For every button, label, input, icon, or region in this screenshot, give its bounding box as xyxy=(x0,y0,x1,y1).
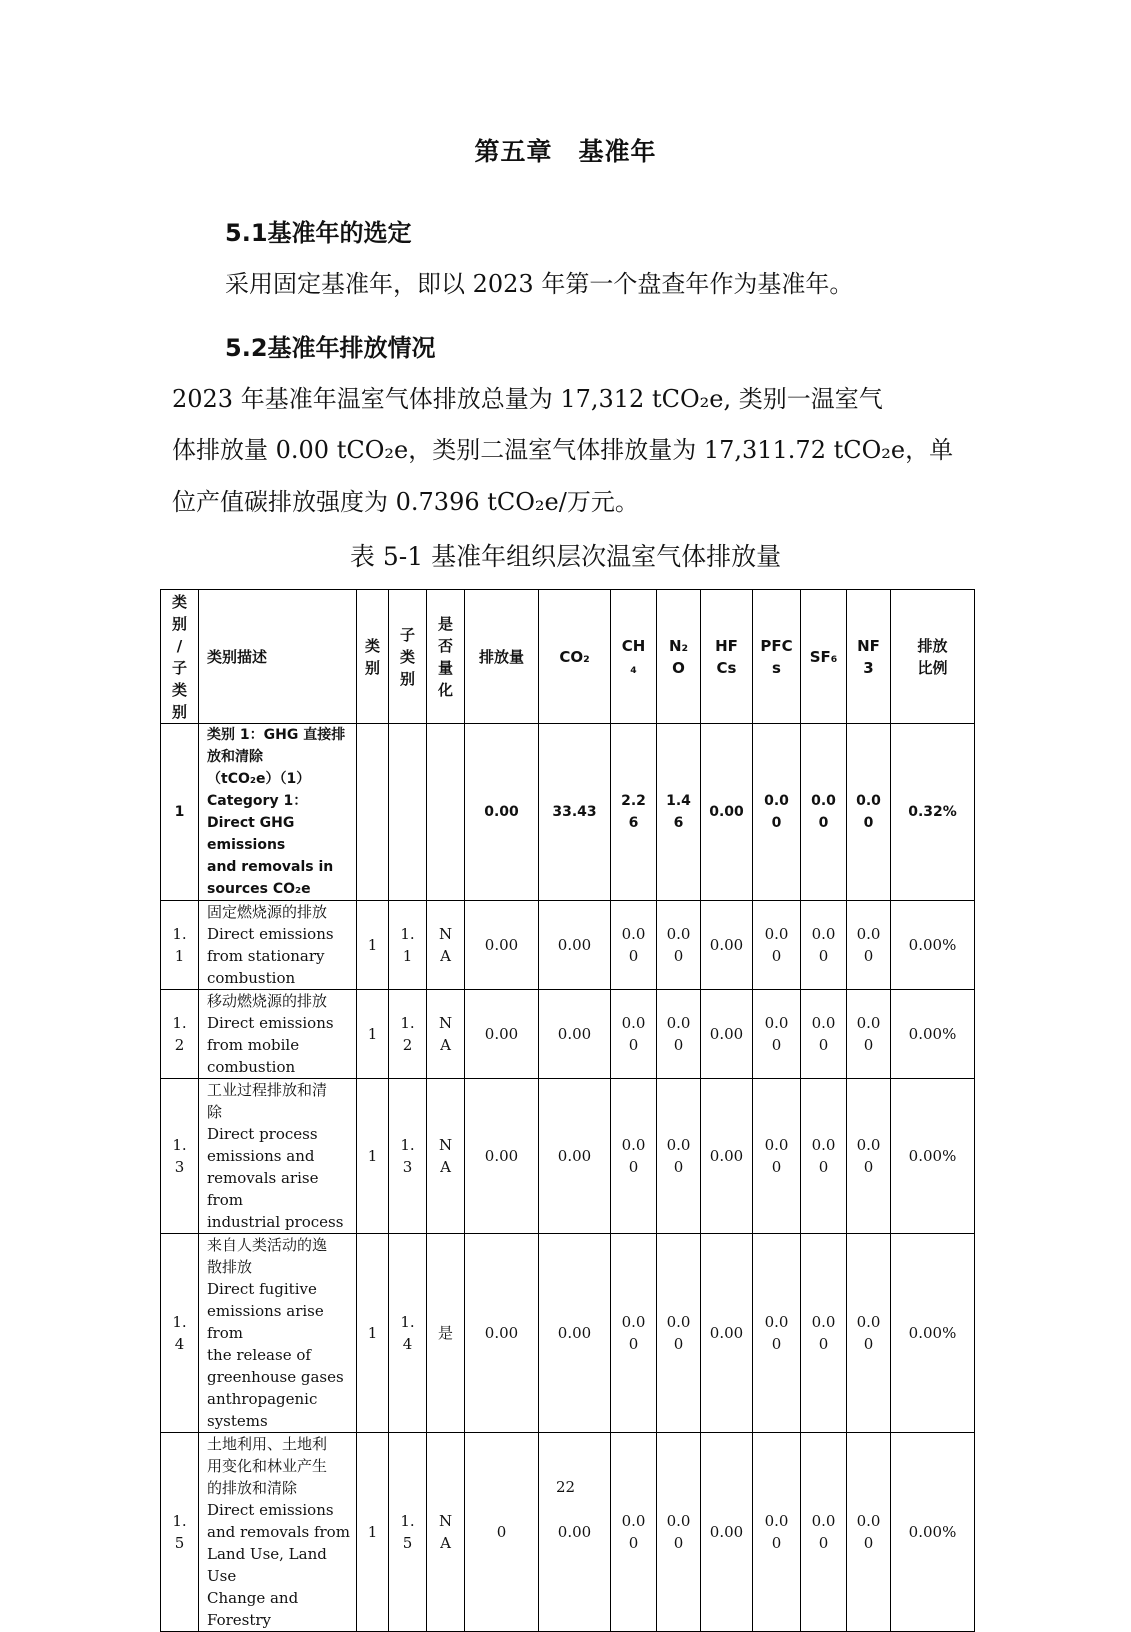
id-line: 3 xyxy=(174,1158,185,1176)
desc-line: and removals in sources CO₂e xyxy=(207,859,334,897)
desc-line: 类别 1：GHG 直接排放和清除 xyxy=(207,727,346,765)
pfcs-line: 0.0 xyxy=(764,793,789,809)
header-sf6: SF₆ xyxy=(801,590,847,724)
nf3-line: 0 xyxy=(863,815,874,831)
cat-line: 1 xyxy=(367,1324,378,1342)
page-number: 22 xyxy=(555,1478,576,1496)
cell-ch4 xyxy=(611,901,657,990)
sub-line: 1. xyxy=(400,1136,415,1154)
cell-sf6 xyxy=(801,1079,847,1234)
cell-co2: 0.00 xyxy=(539,990,611,1079)
cell-nf3 xyxy=(847,901,891,990)
table-header-row xyxy=(161,590,975,724)
quant-line: N xyxy=(438,1014,453,1032)
header-line: CH xyxy=(621,636,646,655)
cell-co2: 0.00 xyxy=(539,901,611,990)
id-line: 1 xyxy=(174,804,185,820)
header-subcategory xyxy=(389,590,427,724)
n2o-line: 0.0 xyxy=(666,925,691,943)
cell-desc xyxy=(199,901,357,990)
desc-line: systems xyxy=(207,1412,268,1430)
header-line: 子 xyxy=(399,625,415,644)
header-emissions: 排放量 xyxy=(465,590,539,724)
n2o-line: 0.0 xyxy=(666,1512,691,1530)
cell-ratio: 0.00% xyxy=(891,1433,975,1632)
cell-pfcs xyxy=(753,1433,801,1632)
cell-quant xyxy=(427,990,465,1079)
desc-line: 用变化和林业产生 xyxy=(207,1457,328,1475)
n2o-line: 0 xyxy=(673,1534,684,1552)
desc-line: Direct emissions xyxy=(207,1014,334,1032)
desc-line: 来自人类活动的逸 xyxy=(207,1236,328,1254)
desc-line: greenhouse gases xyxy=(207,1368,344,1386)
section-heading-5-2: 5.2基准年排放情况 xyxy=(225,334,436,362)
desc-line: from stationary xyxy=(207,947,325,965)
n2o-line: 0 xyxy=(673,1036,684,1054)
desc-line: Direct emissions xyxy=(207,1501,334,1519)
sub-line: 4 xyxy=(402,1335,413,1353)
sf6-line: 0.0 xyxy=(811,1014,836,1032)
desc-line: from mobile xyxy=(207,1036,300,1054)
cell-pfcs xyxy=(753,1234,801,1433)
cell-nf3 xyxy=(847,1234,891,1433)
table-row xyxy=(161,1234,975,1433)
header-line: 子 xyxy=(171,658,187,677)
header-category xyxy=(357,590,389,724)
ch4-line: 0 xyxy=(628,1158,639,1176)
desc-line: 固定燃烧源的排放 xyxy=(207,903,328,921)
id-line: 1. xyxy=(172,1014,187,1032)
desc-line: 工业过程排放和清 xyxy=(207,1081,328,1099)
header-line: 3 xyxy=(863,658,874,677)
cell-cat xyxy=(357,724,389,901)
cell-cat xyxy=(357,1234,389,1433)
sf6-line: 0 xyxy=(818,947,829,965)
nf3-line: 0 xyxy=(863,1036,874,1054)
cell-ratio: 0.00% xyxy=(891,901,975,990)
pfcs-line: 0.0 xyxy=(764,1313,789,1331)
desc-line: 的排放和清除 xyxy=(207,1479,298,1497)
sf6-line: 0.0 xyxy=(811,1313,836,1331)
cell-emissions: 0.00 xyxy=(465,1079,539,1234)
header-line: 别 xyxy=(399,669,415,688)
desc-line: Direct emissions xyxy=(207,925,334,943)
table-row xyxy=(161,1079,975,1234)
ch4-line: 0 xyxy=(628,1534,639,1552)
cell-emissions: 0 xyxy=(465,1433,539,1632)
sf6-line: 0.0 xyxy=(811,925,836,943)
ch4-line: 0.0 xyxy=(621,1136,646,1154)
header-n2o xyxy=(657,590,701,724)
section-5-2-line-2: 体排放量 0.00 tCO₂e，类别二温室气体排放量为 17,311.72 tCO₂e，单 xyxy=(172,436,954,464)
nf3-line: 0 xyxy=(863,1158,874,1176)
desc-line: 除 xyxy=(207,1103,223,1121)
id-line: 5 xyxy=(174,1534,185,1552)
header-line: HF xyxy=(715,636,738,655)
cell-emissions: 0.00 xyxy=(465,990,539,1079)
cat-line: 1 xyxy=(367,1147,378,1165)
table-caption: 表 5-1 基准年组织层次温室气体排放量 xyxy=(349,542,782,571)
cell-pfcs xyxy=(753,990,801,1079)
header-quantified xyxy=(427,590,465,724)
desc-line: combustion xyxy=(207,969,296,987)
cell-nf3 xyxy=(847,724,891,901)
cell-co2: 0.00 xyxy=(539,1234,611,1433)
ch4-line: 2.2 xyxy=(621,793,646,809)
table-row xyxy=(161,990,975,1079)
desc-line: （tCO₂e）（1） xyxy=(207,771,311,787)
id-line: 1 xyxy=(174,947,185,965)
sf6-line: 0 xyxy=(818,1036,829,1054)
desc-line: emissions arise from xyxy=(207,1302,324,1342)
sf6-line: 0.0 xyxy=(811,793,836,809)
pfcs-line: 0 xyxy=(771,947,782,965)
cell-pfcs xyxy=(753,1079,801,1234)
cell-co2: 0.00 xyxy=(539,1079,611,1234)
cell-pfcs xyxy=(753,724,801,901)
ch4-line: 0.0 xyxy=(621,1313,646,1331)
cell-nf3 xyxy=(847,1079,891,1234)
ch4-line: 0.0 xyxy=(621,925,646,943)
cell-sub xyxy=(389,724,427,901)
header-line: 比例 xyxy=(917,658,948,677)
sub-line: 1. xyxy=(400,1014,415,1032)
pfcs-line: 0.0 xyxy=(764,1014,789,1032)
n2o-line: 0.0 xyxy=(666,1136,691,1154)
desc-line: Land Use, Land Use xyxy=(207,1545,327,1585)
header-line: 化 xyxy=(437,680,453,699)
header-line: ₄ xyxy=(630,658,637,677)
cell-cat xyxy=(357,990,389,1079)
cell-ratio: 0.00% xyxy=(891,1079,975,1234)
cell-sub xyxy=(389,990,427,1079)
id-line: 2 xyxy=(174,1036,185,1054)
sf6-line: 0.0 xyxy=(811,1512,836,1530)
header-description: 类别描述 xyxy=(199,590,357,724)
header-category-id xyxy=(161,590,199,724)
ch4-line: 0.0 xyxy=(621,1014,646,1032)
cell-id xyxy=(161,1234,199,1433)
header-line: s xyxy=(772,658,781,677)
sub-line: 1. xyxy=(400,1512,415,1530)
cell-n2o xyxy=(657,1079,701,1234)
pfcs-line: 0 xyxy=(771,815,782,831)
cell-co2: 33.43 xyxy=(539,724,611,901)
n2o-line: 0 xyxy=(673,947,684,965)
table-row xyxy=(161,901,975,990)
pfcs-line: 0 xyxy=(771,1534,782,1552)
desc-line: Direct fugitive xyxy=(207,1280,317,1298)
header-hfcs xyxy=(701,590,753,724)
cell-desc xyxy=(199,1234,357,1433)
pfcs-line: 0 xyxy=(771,1158,782,1176)
desc-line: 移动燃烧源的排放 xyxy=(207,992,328,1010)
table-row xyxy=(161,724,975,901)
header-line: 类 xyxy=(399,647,415,666)
quant-line: A xyxy=(440,947,451,965)
cell-emissions: 0.00 xyxy=(465,1234,539,1433)
n2o-line: 0.0 xyxy=(666,1014,691,1032)
sub-line: 1. xyxy=(400,1313,415,1331)
cell-n2o xyxy=(657,1234,701,1433)
cell-pfcs xyxy=(753,901,801,990)
cell-ratio: 0.00% xyxy=(891,990,975,1079)
chapter-title: 第五章 基准年 xyxy=(474,137,657,166)
id-line: 1. xyxy=(172,1136,187,1154)
n2o-line: 1.4 xyxy=(666,793,691,809)
pfcs-line: 0.0 xyxy=(764,1136,789,1154)
sub-line: 1 xyxy=(402,947,413,965)
cell-sub xyxy=(389,901,427,990)
desc-line: removals arise from xyxy=(207,1169,319,1209)
id-line: 4 xyxy=(174,1335,185,1353)
header-line: 别 xyxy=(171,614,187,633)
cell-desc xyxy=(199,724,357,901)
cell-sf6 xyxy=(801,990,847,1079)
quant-line: A xyxy=(440,1036,451,1054)
nf3-line: 0.0 xyxy=(856,1512,881,1530)
header-line: O xyxy=(672,658,685,677)
section-5-2-line-3: 位产值碳排放强度为 0.7396 tCO₂e/万元。 xyxy=(172,488,639,516)
cell-quant xyxy=(427,901,465,990)
cell-id xyxy=(161,724,199,901)
quant-line: N xyxy=(438,1136,453,1154)
cell-hfcs: 0.00 xyxy=(701,1234,753,1433)
id-line: 1. xyxy=(172,1313,187,1331)
header-line: PFC xyxy=(760,636,793,655)
section-5-1-text: 采用固定基准年，即以 2023 年第一个盘查年作为基准年。 xyxy=(225,270,854,298)
header-ratio xyxy=(891,590,975,724)
nf3-line: 0.0 xyxy=(856,1014,881,1032)
nf3-line: 0.0 xyxy=(856,1313,881,1331)
cell-sub xyxy=(389,1433,427,1632)
ch4-line: 0 xyxy=(628,1335,639,1353)
sub-line: 3 xyxy=(402,1158,413,1176)
desc-line: and removals from xyxy=(207,1523,350,1541)
desc-line: industrial process xyxy=(207,1213,344,1231)
cell-id xyxy=(161,901,199,990)
sf6-line: 0 xyxy=(818,1534,829,1552)
header-line: 类 xyxy=(171,680,187,699)
desc-line: anthropagenic xyxy=(207,1390,318,1408)
desc-line: emissions and xyxy=(207,1147,315,1165)
quant-line: A xyxy=(440,1158,451,1176)
cell-nf3 xyxy=(847,1433,891,1632)
cell-n2o xyxy=(657,1433,701,1632)
header-pfcs xyxy=(753,590,801,724)
header-line: 类 xyxy=(171,592,187,611)
desc-line: 散排放 xyxy=(207,1258,253,1276)
sf6-line: 0 xyxy=(818,1335,829,1353)
cell-ch4 xyxy=(611,990,657,1079)
id-line: 1. xyxy=(172,925,187,943)
cell-hfcs: 0.00 xyxy=(701,1079,753,1234)
cell-quant xyxy=(427,1234,465,1433)
header-line: N₂ xyxy=(668,636,689,655)
cell-nf3 xyxy=(847,990,891,1079)
sub-line: 1. xyxy=(400,925,415,943)
ch4-line: 0.0 xyxy=(621,1512,646,1530)
nf3-line: 0.0 xyxy=(856,1136,881,1154)
cell-emissions: 0.00 xyxy=(465,901,539,990)
desc-line: Change and Forestry xyxy=(207,1589,299,1629)
cell-id xyxy=(161,1079,199,1234)
header-line: 是 xyxy=(437,614,453,633)
sf6-line: 0 xyxy=(818,1158,829,1176)
header-line: 排放 xyxy=(917,636,948,655)
quant-line: N xyxy=(438,925,453,943)
cat-line: 1 xyxy=(367,936,378,954)
cell-desc xyxy=(199,1433,357,1632)
header-line: NF xyxy=(857,636,880,655)
cell-hfcs: 0.00 xyxy=(701,990,753,1079)
header-line: 类 xyxy=(364,636,380,655)
quant-line: 是 xyxy=(437,1324,453,1342)
emissions-table xyxy=(160,589,975,1632)
cell-hfcs: 0.00 xyxy=(701,724,753,901)
pfcs-line: 0 xyxy=(771,1036,782,1054)
header-co2: CO₂ xyxy=(539,590,611,724)
cell-ratio: 0.32% xyxy=(891,724,975,901)
cell-id xyxy=(161,1433,199,1632)
cell-co2: 0.00 xyxy=(539,1433,611,1632)
cell-id xyxy=(161,990,199,1079)
cell-hfcs: 0.00 xyxy=(701,901,753,990)
cell-sf6 xyxy=(801,901,847,990)
ch4-line: 0 xyxy=(628,947,639,965)
table-row xyxy=(161,1433,975,1632)
n2o-line: 0 xyxy=(673,1158,684,1176)
cell-sf6 xyxy=(801,724,847,901)
cell-quant xyxy=(427,1433,465,1632)
cell-sf6 xyxy=(801,1234,847,1433)
desc-line: Direct process xyxy=(207,1125,318,1143)
n2o-line: 0 xyxy=(673,1335,684,1353)
desc-line: 土地利用、土地利 xyxy=(207,1435,328,1453)
sf6-line: 0.0 xyxy=(811,1136,836,1154)
cell-quant xyxy=(427,1079,465,1234)
sub-line: 2 xyxy=(402,1036,413,1054)
nf3-line: 0.0 xyxy=(856,925,881,943)
nf3-line: 0 xyxy=(863,1534,874,1552)
desc-line: the release of xyxy=(207,1346,311,1364)
nf3-line: 0 xyxy=(863,1335,874,1353)
cat-line: 1 xyxy=(367,1523,378,1541)
cell-ch4 xyxy=(611,1079,657,1234)
header-line: 别 xyxy=(364,658,380,677)
section-5-2-line-1: 2023 年基准年温室气体排放总量为 17,312 tCO₂e, 类别一温室气 xyxy=(172,385,883,413)
header-line: 量 xyxy=(437,658,453,677)
cell-ch4 xyxy=(611,1433,657,1632)
cell-sf6 xyxy=(801,1433,847,1632)
section-heading-5-1: 5.1基准年的选定 xyxy=(225,219,412,247)
cell-sub xyxy=(389,1234,427,1433)
sub-line: 5 xyxy=(402,1534,413,1552)
cell-sub xyxy=(389,1079,427,1234)
header-line: / xyxy=(176,636,183,655)
cell-ch4 xyxy=(611,724,657,901)
cell-emissions: 0.00 xyxy=(465,724,539,901)
quant-line: A xyxy=(440,1534,451,1552)
cell-hfcs: 0.00 xyxy=(701,1433,753,1632)
cell-cat xyxy=(357,1433,389,1632)
pfcs-line: 0.0 xyxy=(764,925,789,943)
cell-ratio: 0.00% xyxy=(891,1234,975,1433)
cell-quant xyxy=(427,724,465,901)
header-line: 别 xyxy=(171,702,187,721)
cell-ch4 xyxy=(611,1234,657,1433)
n2o-line: 6 xyxy=(673,815,684,831)
cell-n2o xyxy=(657,724,701,901)
desc-line: Category 1：Direct GHG emissions xyxy=(207,793,308,853)
ch4-line: 0 xyxy=(628,1036,639,1054)
nf3-line: 0.0 xyxy=(856,793,881,809)
n2o-line: 0.0 xyxy=(666,1313,691,1331)
cell-desc xyxy=(199,1079,357,1234)
cell-desc xyxy=(199,990,357,1079)
id-line: 1. xyxy=(172,1512,187,1530)
nf3-line: 0 xyxy=(863,947,874,965)
cell-n2o xyxy=(657,901,701,990)
sf6-line: 0 xyxy=(818,815,829,831)
quant-line: N xyxy=(438,1512,453,1530)
cell-n2o xyxy=(657,990,701,1079)
cat-line: 1 xyxy=(367,1025,378,1043)
pfcs-line: 0 xyxy=(771,1335,782,1353)
header-line: 否 xyxy=(437,636,453,655)
header-nf3 xyxy=(847,590,891,724)
header-ch4 xyxy=(611,590,657,724)
cell-cat xyxy=(357,1079,389,1234)
header-line: Cs xyxy=(716,658,737,677)
pfcs-line: 0.0 xyxy=(764,1512,789,1530)
desc-line: combustion xyxy=(207,1058,296,1076)
ch4-line: 6 xyxy=(628,815,639,831)
cell-cat xyxy=(357,901,389,990)
